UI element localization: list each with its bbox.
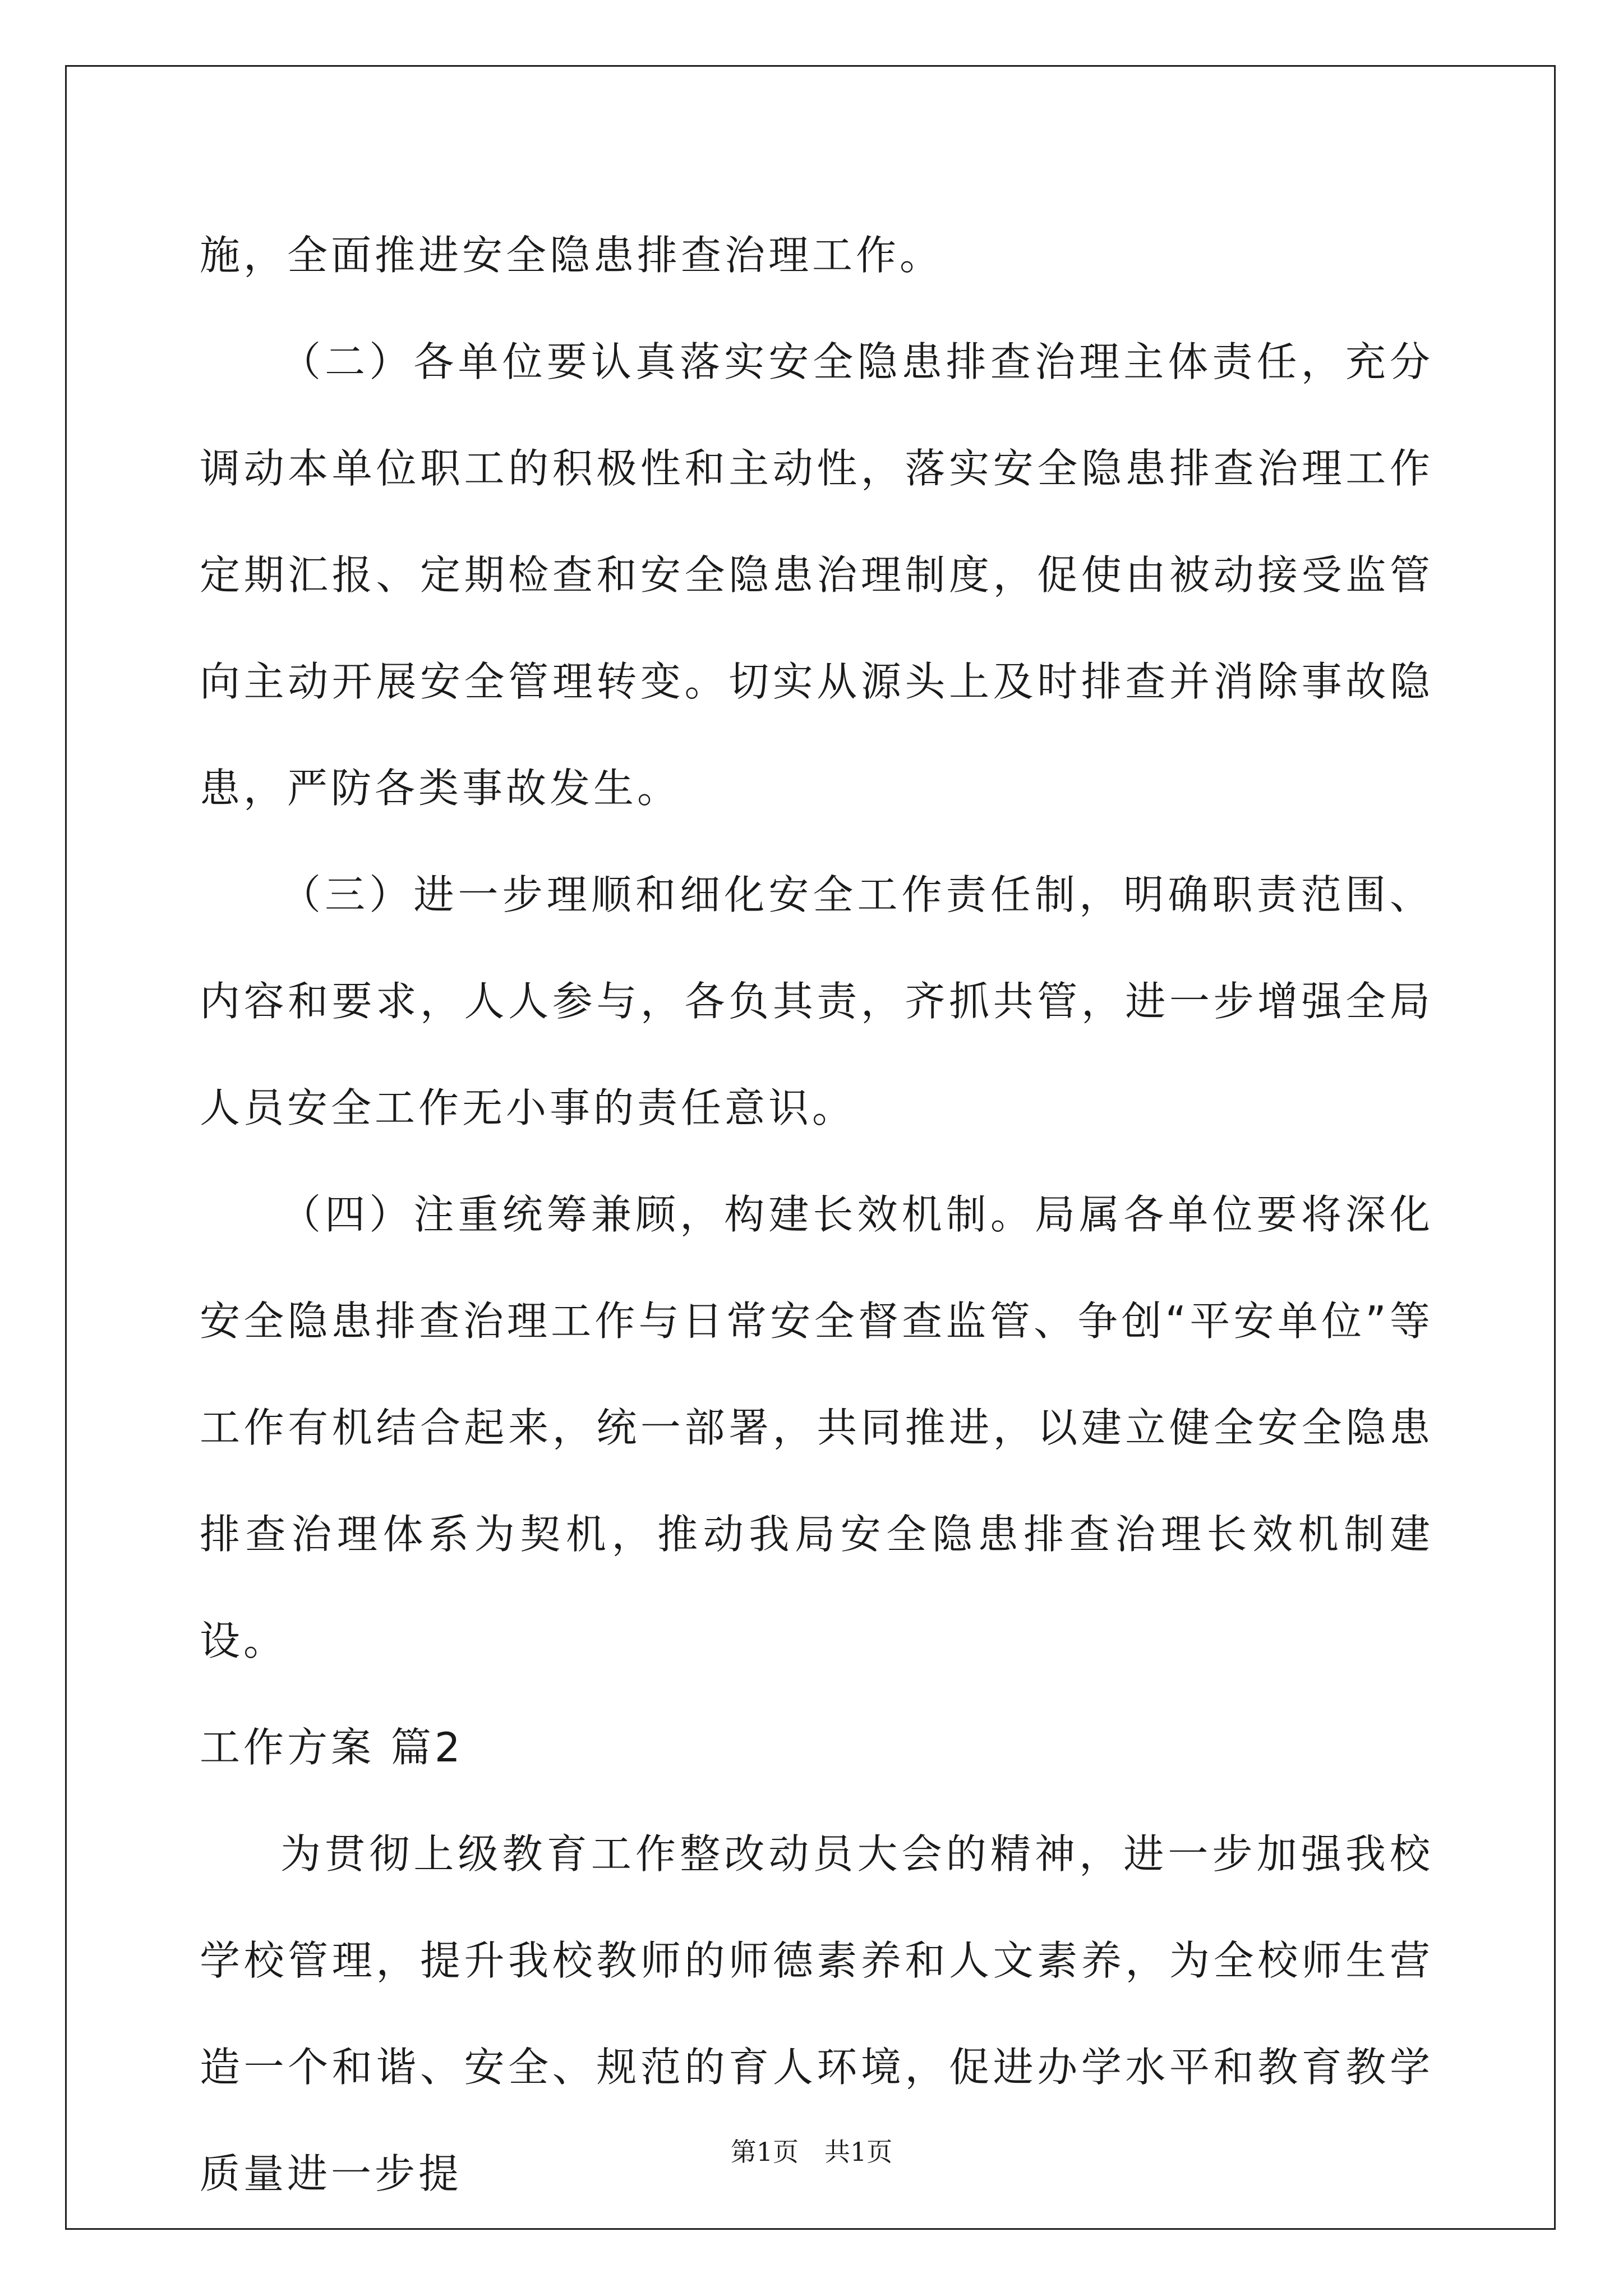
paragraph-section-3: （三）进一步理顺和细化安全工作责任制，明确职责范围、内容和要求，人人参与，各负其责，齐抓共管，进一步增强全局人员安全工作无小事的责任意识。: [200, 871, 1433, 1131]
paragraph-continuation: 施，全面推进安全隐患排查治理工作。: [200, 232, 944, 279]
paragraph-plan-2-intro: 为贯彻上级教育工作整改动员大会的精神，进一步加强我校学校管理，提升我校教师的师德素养和人文素养，为全校师生营造一个和谐、安全、规范的育人环境，促进办学水平和教育教学质量进一步提: [200, 1830, 1433, 2197]
paragraph-section-2: （二）各单位要认真落实安全隐患排查治理主体责任，充分调动本单位职工的积极性和主动性，落实安全隐患排查治理工作定期汇报、定期检查和安全隐患治理制度，促使由被动接受监管向主动开展安全管理转变。切实从源头上及时排查并消除事故隐患，严防各类事故发生。: [200, 338, 1433, 812]
document-body: [200, 202, 1433, 2227]
section-heading: 工作方案 篇2: [200, 1724, 464, 1771]
paragraph-section-4: （四）注重统筹兼顾，构建长效机制。局属各单位要将深化安全隐患排查治理工作与日常安全督查监管、争创“平安单位”等工作有机结合起来，统一部署，共同推进，以建立健全安全隐患排查治理体系为契机，推动我局安全隐患排查治理长效机制建设。: [200, 1191, 1433, 1664]
page-footer: 第1页 共1页: [730, 2137, 893, 2167]
